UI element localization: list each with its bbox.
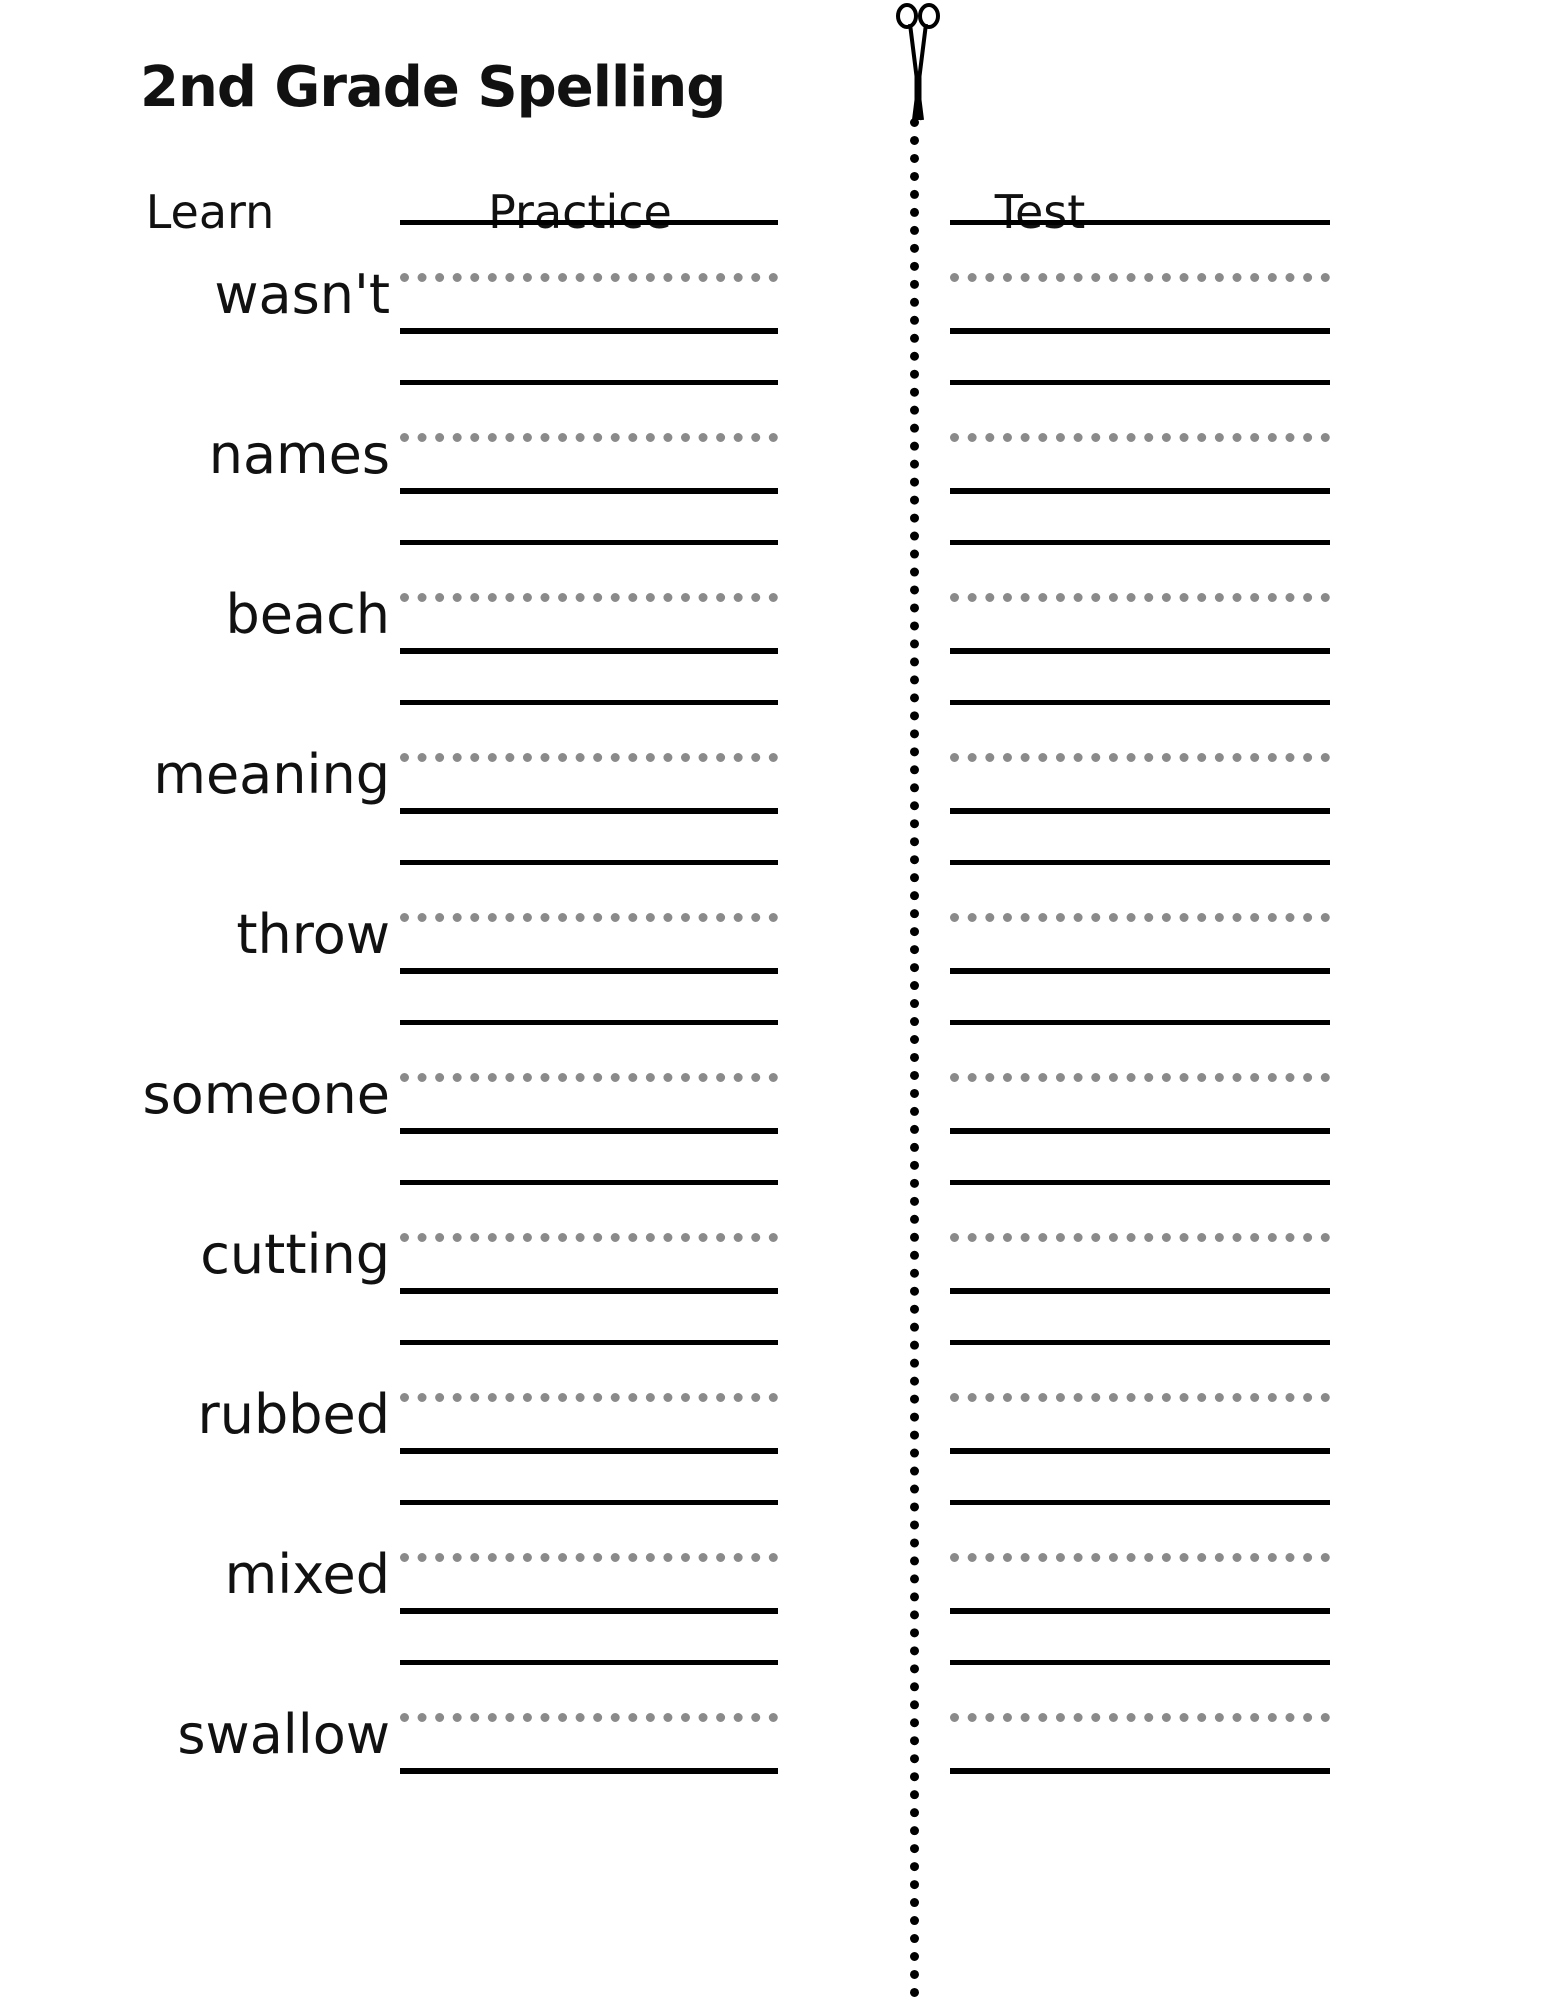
practice-writing-lines[interactable] [400,380,778,540]
writing-line-baseline [950,328,1330,334]
writing-line-top [400,1340,778,1345]
word-label: cutting [200,1223,390,1286]
scissors-icon [888,2,948,122]
writing-line-top [950,860,1330,865]
word-label: wasn't [214,263,390,326]
column-header-practice: Practice [488,185,672,239]
writing-line-top [400,220,778,225]
practice-writing-lines[interactable] [400,1660,778,1820]
writing-line-top [950,700,1330,705]
writing-line-baseline [950,968,1330,974]
writing-line-baseline [950,648,1330,654]
writing-line-dashed-middle [400,433,778,442]
word-label: beach [225,583,390,646]
writing-line-dashed-middle [950,1233,1330,1242]
writing-line-top [950,1660,1330,1665]
test-writing-lines[interactable] [950,220,1330,380]
test-writing-lines[interactable] [950,380,1330,540]
writing-line-top [950,1020,1330,1025]
writing-line-dashed-middle [950,273,1330,282]
writing-line-baseline [950,488,1330,494]
word-row-list [0,263,1545,1868]
word-label: swallow [177,1703,390,1766]
writing-line-dashed-middle [950,913,1330,922]
writing-line-baseline [400,1128,778,1134]
word-row [0,1703,1545,1868]
practice-writing-lines[interactable] [400,1340,778,1500]
writing-line-baseline [400,328,778,334]
writing-line-dashed-middle [400,753,778,762]
practice-writing-lines[interactable] [400,1020,778,1180]
column-header-learn: Learn [145,185,275,239]
practice-writing-lines[interactable] [400,860,778,1020]
writing-line-baseline [950,1608,1330,1614]
writing-line-top [400,1020,778,1025]
writing-line-dashed-middle [950,753,1330,762]
word-label: meaning [153,743,390,806]
test-writing-lines[interactable] [950,540,1330,700]
writing-line-baseline [400,968,778,974]
writing-line-dashed-middle [400,1393,778,1402]
writing-line-dashed-middle [400,593,778,602]
test-writing-lines[interactable] [950,700,1330,860]
writing-line-dashed-middle [400,913,778,922]
word-label: someone [142,1063,390,1126]
writing-line-dashed-middle [400,1553,778,1562]
writing-line-top [950,1340,1330,1345]
practice-writing-lines[interactable] [400,540,778,700]
writing-line-baseline [950,1448,1330,1454]
test-writing-lines[interactable] [950,1020,1330,1180]
writing-line-top [400,1180,778,1185]
writing-line-dashed-middle [400,273,778,282]
writing-line-dashed-middle [400,1233,778,1242]
writing-line-top [400,1660,778,1665]
writing-line-top [950,1180,1330,1185]
practice-writing-lines[interactable] [400,1180,778,1340]
writing-line-baseline [400,1448,778,1454]
writing-line-top [950,540,1330,545]
writing-line-top [400,380,778,385]
column-header-test: Test [994,185,1086,239]
writing-line-top [400,860,778,865]
writing-line-top [950,220,1330,225]
word-label: mixed [224,1543,390,1606]
writing-line-dashed-middle [950,1713,1330,1722]
page-title: 2nd Grade Spelling [140,55,726,120]
writing-line-top [400,540,778,545]
writing-line-dashed-middle [400,1073,778,1082]
writing-line-top [950,380,1330,385]
writing-line-baseline [950,808,1330,814]
writing-line-dashed-middle [950,433,1330,442]
practice-writing-lines[interactable] [400,1500,778,1660]
test-writing-lines[interactable] [950,1340,1330,1500]
writing-line-dashed-middle [950,1073,1330,1082]
writing-line-baseline [400,648,778,654]
writing-line-dashed-middle [950,1553,1330,1562]
writing-line-dashed-middle [400,1713,778,1722]
test-writing-lines[interactable] [950,1180,1330,1340]
test-writing-lines[interactable] [950,1660,1330,1820]
test-writing-lines[interactable] [950,1500,1330,1660]
practice-writing-lines[interactable] [400,700,778,860]
word-label: names [208,423,390,486]
writing-line-baseline [400,488,778,494]
writing-line-baseline [950,1288,1330,1294]
writing-line-baseline [400,1768,778,1774]
word-label: rubbed [197,1383,390,1446]
writing-line-dashed-middle [950,593,1330,602]
writing-line-baseline [400,1608,778,1614]
writing-line-baseline [950,1768,1330,1774]
practice-writing-lines[interactable] [400,220,778,380]
word-label: throw [236,903,390,966]
writing-line-top [950,1500,1330,1505]
writing-line-baseline [400,808,778,814]
writing-line-top [400,1500,778,1505]
writing-line-dashed-middle [950,1393,1330,1402]
test-writing-lines[interactable] [950,860,1330,1020]
writing-line-baseline [400,1288,778,1294]
writing-line-top [400,700,778,705]
writing-line-baseline [950,1128,1330,1134]
